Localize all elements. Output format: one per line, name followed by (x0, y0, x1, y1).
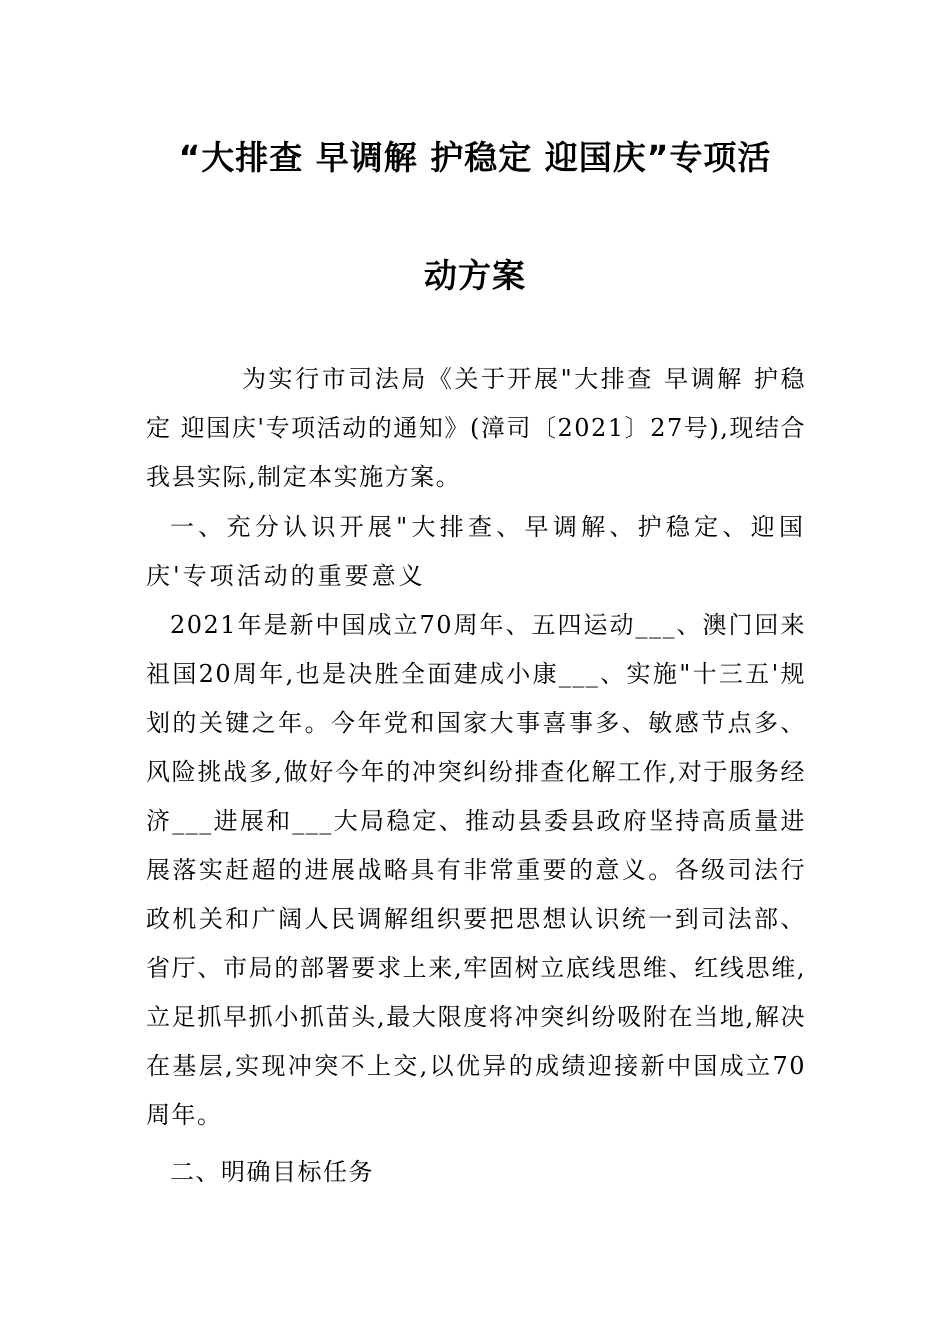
section-1-heading: 一、充分认识开展"大排查、早调解、护稳定、迎国庆'专项活动的重要意义 (146, 513, 806, 590)
section-2-heading: 二、明确目标任务 (170, 1158, 374, 1186)
intro-paragraph: 为实行市司法局《关于开展"大排查 早调解 护稳定 迎国庆'专项活动的通知》(漳司〔2021〕27号),现结合我县实际,制定本实施方案。 (146, 365, 806, 491)
document-title-line-2: 动方案 (424, 256, 526, 295)
document-title-line-1: “大排查 早调解 护稳定 迎国庆”专项活 (178, 138, 772, 177)
section-1-body: 2021年是新中国成立70周年、五四运动___、澳门回来祖国20周年,也是决胜全面建成小康___、实施"十三五'规划的关键之年。今年党和国家大事喜事多、敏感节点多、风险挑战多,做好今年的冲突纠纷排查化解工作,对于服务经济___进展和___大局稳定、推动县委县政府坚持高质量进展落实赶超的进展战略具有非常重要的意义。各级司法行政机关和广阔人民调解组织要把思想认识统一到司法部、省厅、市局的部署要求上来,牢固树立底线思维、红线思维,立足抓早抓小抓苗头,最大限度将冲突纠纷吸附在当地,解决在基层,实现冲突不上交,以优异的成绩迎接新中国成立70周年。 (146, 611, 806, 1129)
